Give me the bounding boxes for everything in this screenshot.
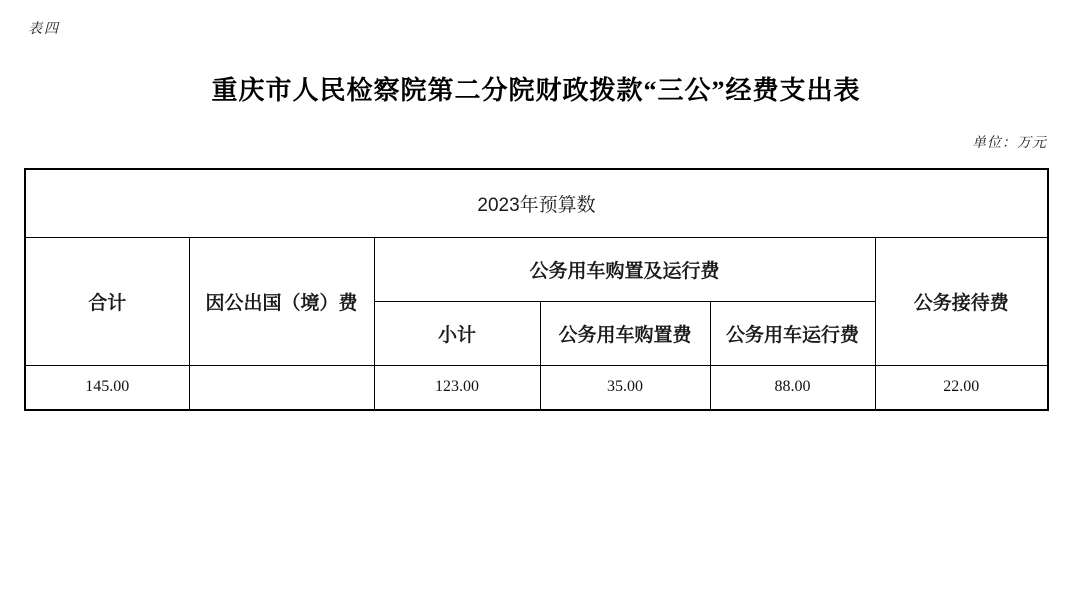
col-header-reception: 公务接待费 (875, 237, 1048, 365)
col-header-vehicle-operation: 公务用车运行费 (710, 301, 875, 365)
value-abroad (189, 365, 374, 410)
year-header-cell: 2023年预算数 (25, 169, 1048, 237)
value-vehicle-subtotal: 123.00 (374, 365, 540, 410)
col-header-vehicle-subtotal: 小计 (374, 301, 540, 365)
table-row-header-1 (25, 237, 1048, 301)
col-header-abroad: 因公出国（境）费 (189, 237, 374, 365)
value-total: 145.00 (25, 365, 189, 410)
table-row-year (25, 169, 1048, 237)
doc-label: 表四 (28, 22, 60, 37)
value-vehicle-operation: 88.00 (710, 365, 875, 410)
budget-table (24, 168, 1049, 411)
table-row-data (25, 365, 1048, 410)
col-header-total: 合计 (25, 237, 189, 365)
col-header-vehicle-group: 公务用车购置及运行费 (374, 237, 875, 301)
value-reception: 22.00 (875, 365, 1048, 410)
col-header-vehicle-purchase: 公务用车购置费 (540, 301, 710, 365)
value-vehicle-purchase: 35.00 (540, 365, 710, 410)
page-title: 重庆市人民检察院第二分院财政拨款“三公”经费支出表 (211, 76, 861, 105)
unit-note: 单位：万元 (972, 136, 1047, 151)
